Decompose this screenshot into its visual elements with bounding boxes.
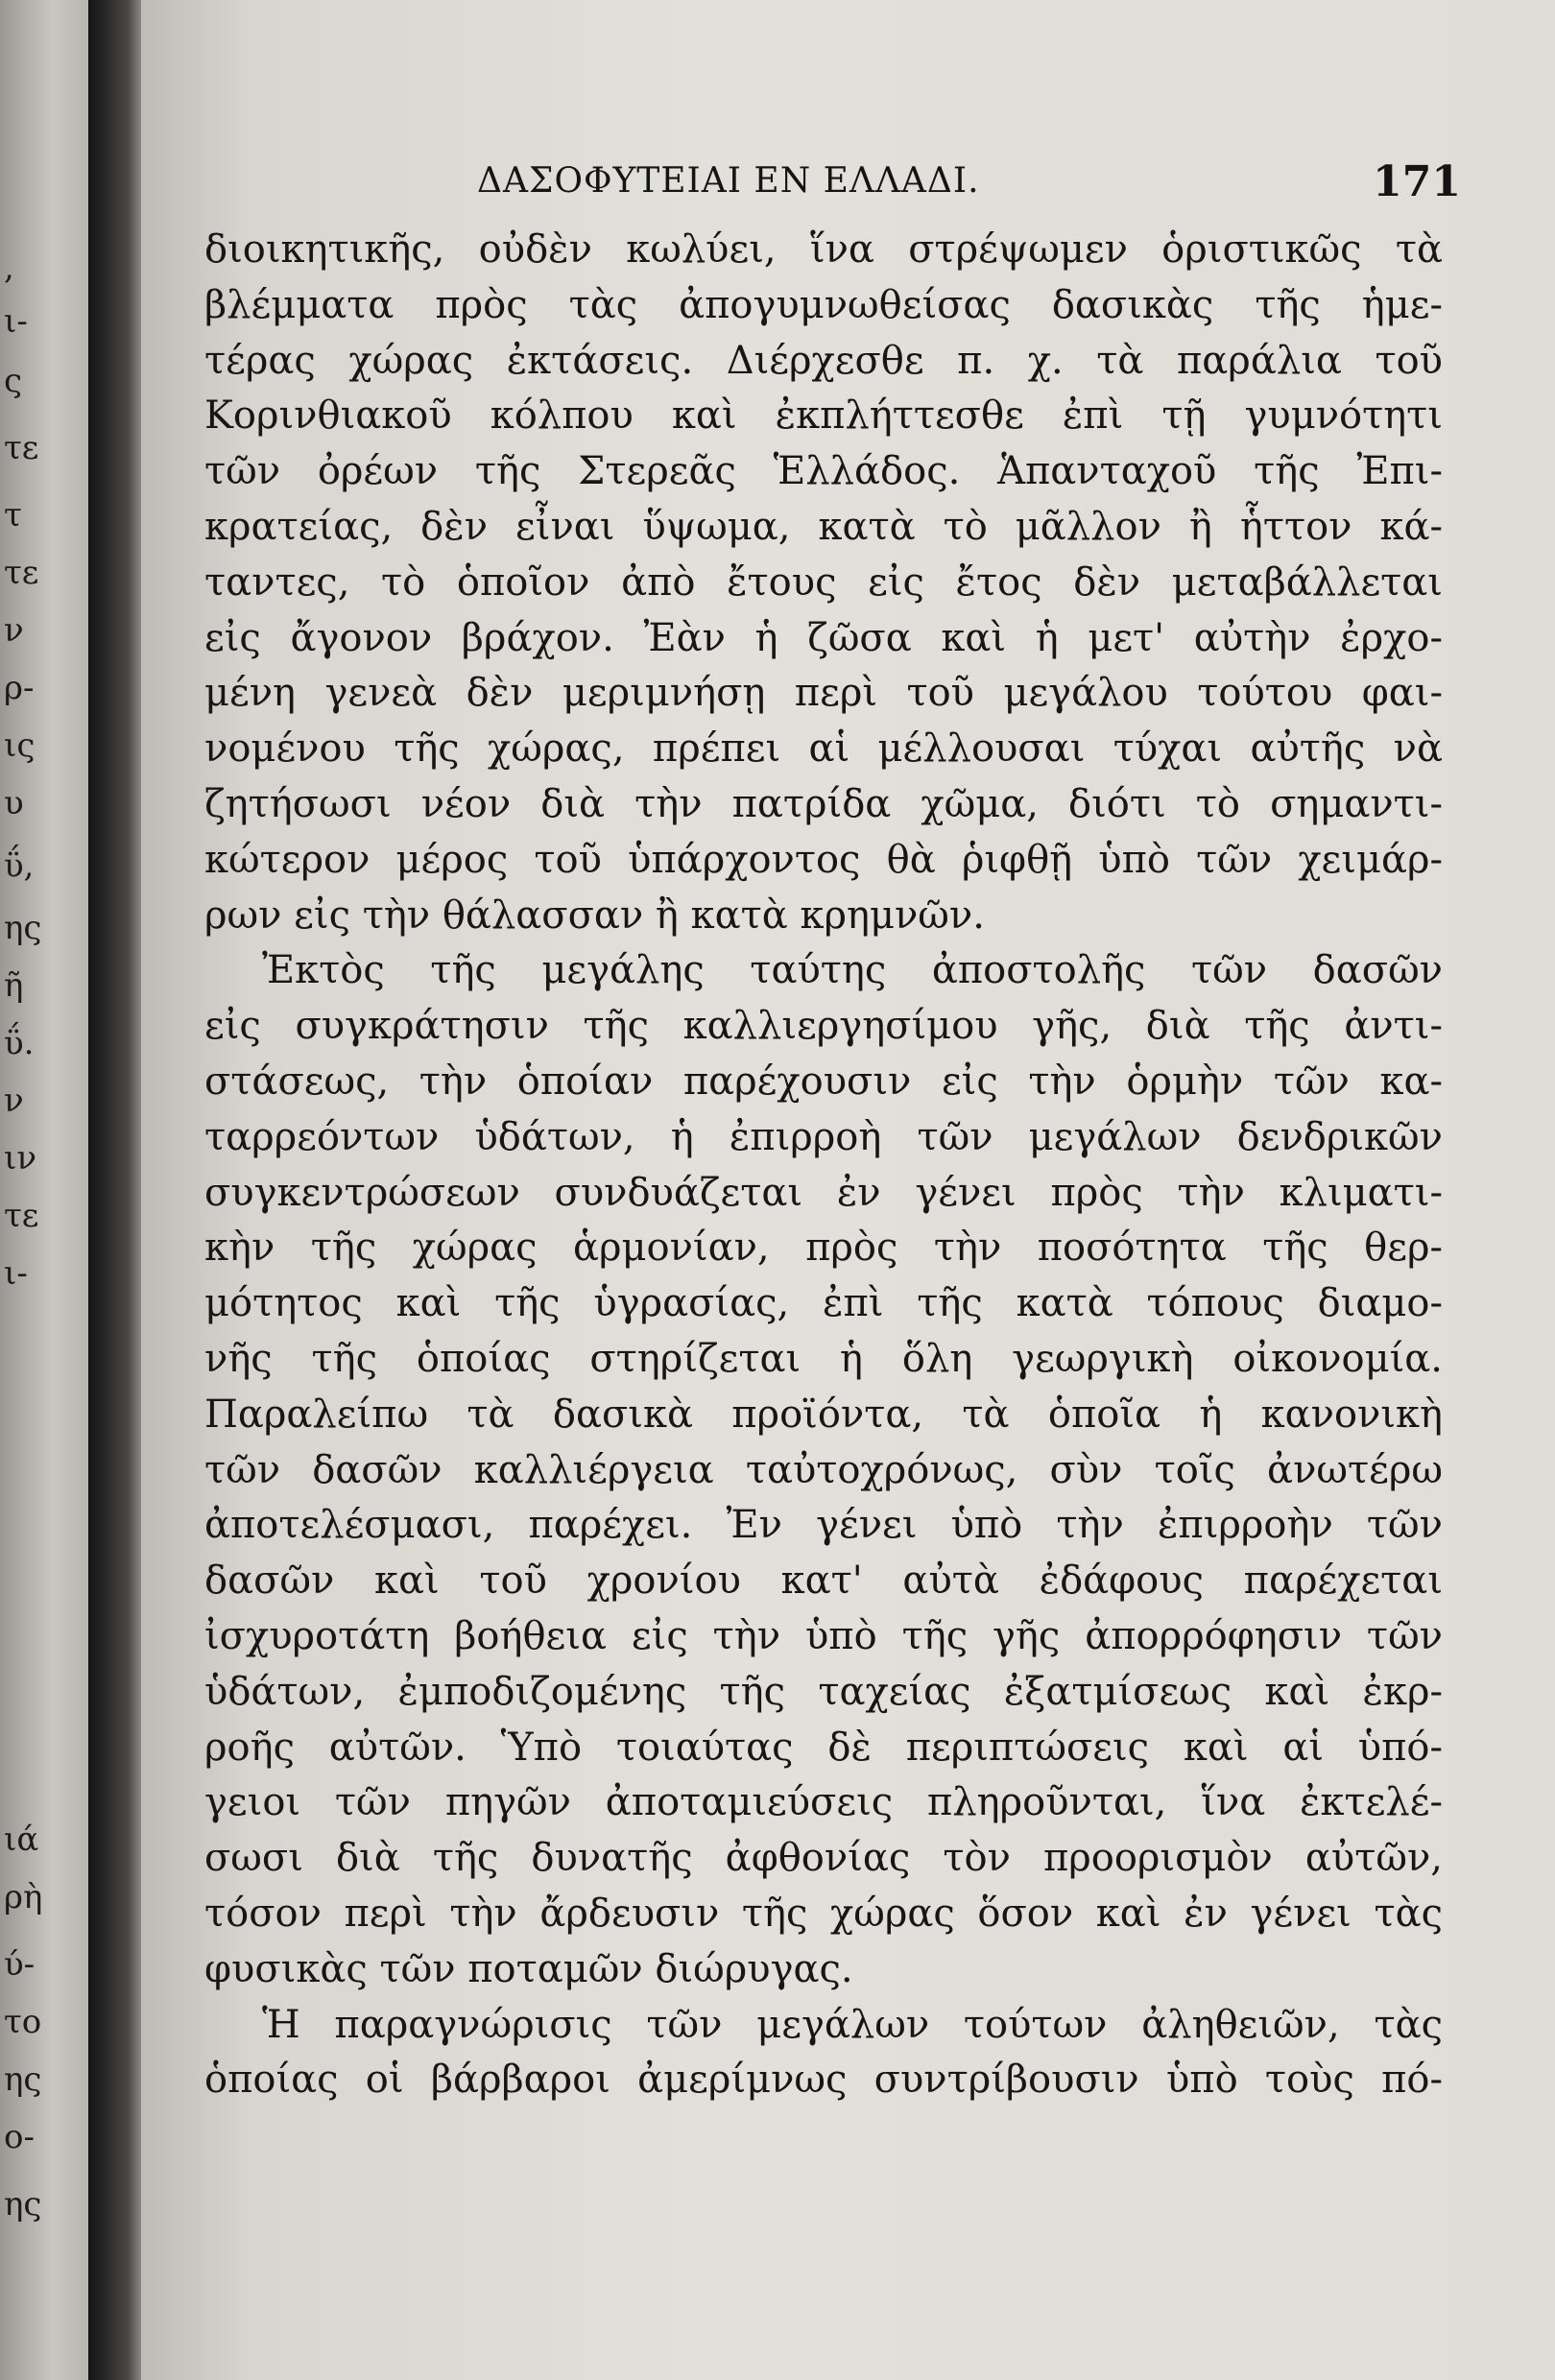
left-page-fragment: τ (4, 496, 22, 535)
left-page-fragment: , (4, 249, 14, 287)
left-page-fragment: τε (4, 554, 39, 592)
text-line: ταντες, τὸ ὁποῖον ἀπὸ ἔτους εἰς ἔτος δὲν μεταβάλλεται (204, 559, 1443, 605)
left-page-fragment: ν (4, 1082, 24, 1120)
text-line: ἀποτελέσμασι, παρέχει. Ἐν γένει ὑπὸ τὴν ἐπιρροὴν τῶν (204, 1503, 1443, 1548)
text-line: κρατείας, δὲν εἶναι ὕψωμα, κατὰ τὸ μᾶλλον ἢ ἧττον κά- (204, 504, 1443, 549)
left-page-fragment: ν (4, 611, 24, 650)
left-page-fragment: το (4, 2003, 42, 2041)
left-page-fragment: ης (4, 2185, 42, 2224)
left-page-fragment: ΰ, (4, 846, 35, 885)
text-line: ταρρεόντων ὑδάτων, ἡ ἐπιρροὴ τῶν μεγάλων δενδρικῶν (204, 1114, 1443, 1159)
page-number: 171 (1373, 157, 1461, 206)
text-line: σωσι διὰ τῆς δυνατῆς ἀφθονίας τὸν προορισμὸν αὐτῶν, (204, 1836, 1443, 1881)
left-page-fragment: ης (4, 909, 42, 947)
text-line: Ἡ παραγνώρισις τῶν μεγάλων τούτων ἀληθειῶν, τὰς (262, 2002, 1443, 2047)
text-line: συγκεντρώσεων συνδυάζεται ἐν γένει πρὸς τὴν κλιματι- (204, 1170, 1443, 1215)
body-text (204, 223, 1443, 2108)
text-line: Ἐκτὸς τῆς μεγάλης ταύτης ἀποστολῆς τῶν δασῶν (262, 948, 1443, 993)
text-line: ὑδάτων, ἐμποδιζομένης τῆς ταχείας ἐξατμίσεως καὶ ἐκρ- (204, 1669, 1443, 1714)
running-title: ΔΑΣΟΦΥΤΕΙΑΙ ΕΝ ΕΛΛΑΔΙ. (477, 161, 980, 201)
left-page-fragment: ύ- (4, 1945, 36, 1984)
text-line: τῶν ὀρέων τῆς Στερεᾶς Ἑλλάδος. Ἁπανταχοῦ τῆς Ἐπι- (204, 449, 1443, 494)
text-line: εἰς ἄγονον βράχον. Ἐὰν ἡ ζῶσα καὶ ἡ μετ' αὐτὴν ἐρχο- (204, 615, 1443, 660)
text-line: στάσεως, τὴν ὁποίαν παρέχουσιν εἰς τὴν ὁρμὴν τῶν κα- (204, 1059, 1443, 1104)
text-line: τόσον περὶ τὴν ἄρδευσιν τῆς χώρας ὅσον καὶ ἐν γένει τὰς (204, 1891, 1443, 1936)
text-line: διοικητικῆς, οὐδὲν κωλύει, ἵνα στρέψωμεν ὁριστικῶς τὰ (204, 227, 1443, 272)
book-page (141, 0, 1555, 2380)
left-page-fragment: ις (4, 726, 36, 765)
left-page-fragment: υ (4, 784, 24, 822)
left-page-fragment: ς (4, 362, 23, 400)
left-page-fragment: τε (4, 429, 39, 467)
left-page-fragment: ι- (4, 302, 28, 341)
text-line: ἰσχυροτάτη βοήθεια εἰς τὴν ὑπὸ τῆς γῆς ἀπορρόφησιν τῶν (204, 1613, 1443, 1658)
text-line: ροῆς αὐτῶν. Ὑπὸ τοιαύτας δὲ περιπτώσεις καὶ αἱ ὑπό- (204, 1725, 1443, 1770)
left-page-fragment: ο- (4, 2118, 35, 2156)
text-line: Κορινθιακοῦ κόλπου καὶ ἐκπλήττεσθε ἐπὶ τῇ γυμνότητι (204, 393, 1443, 439)
text-line: ρων εἰς τὴν θάλασσαν ἢ κατὰ κρημνῶν. (204, 892, 985, 938)
text-line: ζητήσωσι νέον διὰ τὴν πατρίδα χῶμα, διότι τὸ σημαντι- (204, 781, 1443, 826)
text-line: νῆς τῆς ὁποίας στηρίζεται ἡ ὅλη γεωργικὴ οἰκονομία. (204, 1336, 1443, 1381)
page-header (141, 157, 1475, 209)
left-page-fragment: ΰ. (4, 1024, 35, 1062)
left-page-fragment: τε (4, 1197, 39, 1235)
book-gutter (88, 0, 141, 2380)
left-page-fragment: ιά (4, 1821, 39, 1859)
text-line: νομένου τῆς χώρας, πρέπει αἱ μέλλουσαι τύχαι αὐτῆς νὰ (204, 726, 1443, 772)
text-line: δασῶν καὶ τοῦ χρονίου κατ' αὐτὰ ἐδάφους παρέχεται (204, 1559, 1443, 1604)
text-line: βλέμματα πρὸς τὰς ἀπογυμνωθείσας δασικὰς τῆς ἡμε- (204, 282, 1443, 327)
left-page-fragment: ρ- (4, 669, 35, 707)
text-line: ὁποίας οἱ βάρβαροι ἀμερίμνως συντρίβουσιν ὑπὸ τοὺς πό- (204, 2058, 1443, 2103)
text-line: φυσικὰς τῶν ποταμῶν διώρυγας. (204, 1946, 853, 1991)
text-line: γειοι τῶν πηγῶν ἀποταμιεύσεις πληροῦνται, ἵνα ἐκτελέ- (204, 1780, 1443, 1825)
left-page-fragment: ῆ (4, 966, 24, 1005)
left-page-fragment: ι- (4, 1254, 28, 1293)
left-page-fragment: ης (4, 2060, 42, 2099)
left-page-fragment: ιν (4, 1139, 36, 1178)
text-line: εἰς συγκράτησιν τῆς καλλιεργησίμου γῆς, διὰ τῆς ἀντι- (204, 1004, 1443, 1049)
text-line: Παραλείπω τὰ δασικὰ προϊόντα, τὰ ὁποῖα ἡ κανονικὴ (204, 1392, 1443, 1437)
text-line: τέρας χώρας ἐκτάσεις. Διέρχεσθε π. χ. τὰ παράλια τοῦ (204, 338, 1443, 383)
text-line: τῶν δασῶν καλλιέργεια ταὐτοχρόνως, σὺν τοῖς ἀνωτέρω (204, 1447, 1443, 1492)
text-line: κὴν τῆς χώρας ἁρμονίαν, πρὸς τὴν ποσότητα τῆς θερ- (204, 1226, 1443, 1271)
text-line: μότητος καὶ τῆς ὑγρασίας, ἐπὶ τῆς κατὰ τόπους διαμο- (204, 1281, 1443, 1326)
text-line: κώτερον μέρος τοῦ ὑπάρχοντος θὰ ῥιφθῇ ὑπὸ τῶν χειμάρ- (204, 837, 1443, 882)
text-line: μένη γενεὰ δὲν μεριμνήσῃ περὶ τοῦ μεγάλου τούτου φαι- (204, 671, 1443, 716)
left-facing-page (0, 0, 88, 2380)
left-page-fragment: ρὴ (4, 1878, 43, 1916)
